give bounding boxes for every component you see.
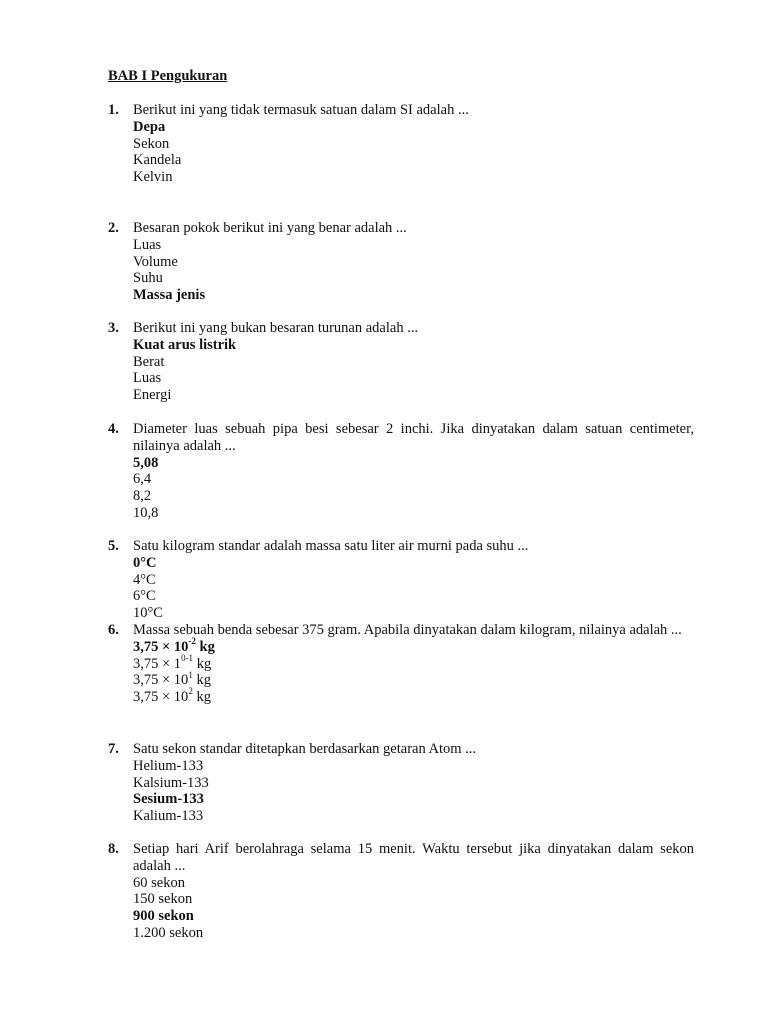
answer-option: Helium-133: [133, 757, 204, 774]
question-row: [108, 320, 694, 337]
question-5: [108, 538, 694, 622]
option-unit: kg: [193, 655, 212, 672]
question-6: [108, 622, 694, 706]
question-number: 1.: [108, 102, 119, 118]
answer-options: [133, 455, 694, 522]
option-unit: kg: [192, 689, 211, 706]
question-1: [108, 102, 694, 186]
answer-option: [133, 652, 694, 673]
question-row: [108, 220, 694, 237]
question-text: Massa sebuah benda sebesar 375 gram. Apabila dinyatakan dalam kilogram, nilainya adalah ...: [133, 622, 682, 638]
question-number: 6.: [108, 622, 119, 638]
answer-option: 60 sekon: [133, 874, 185, 891]
answer-option: Energi: [133, 387, 172, 404]
answer-option: 6°C: [133, 588, 156, 605]
question-number: 4.: [108, 421, 119, 437]
question-number: 2.: [108, 220, 119, 236]
answer-option-correct: 5,08: [133, 454, 159, 471]
answer-option-correct: 900 sekon: [133, 908, 194, 925]
question-text: Berikut ini yang tidak termasuk satuan dalam SI adalah ...: [133, 102, 469, 118]
option-base-text: 3,75 × 10: [133, 638, 189, 655]
option-base-text: 3,75 × 1: [133, 655, 182, 672]
option-exponent: 0-1: [181, 652, 194, 663]
answer-options: [133, 875, 694, 942]
answer-option-correct: Massa jenis: [133, 287, 206, 304]
answer-option-correct: Sesium-133: [133, 791, 204, 808]
question-row: [108, 841, 694, 875]
answer-option: 6,4: [133, 471, 152, 488]
option-unit: kg: [192, 672, 211, 689]
answer-options: [133, 119, 694, 186]
question-2: [108, 220, 694, 304]
option-exponent: 2: [188, 686, 193, 697]
answer-option: Kelvin: [133, 169, 173, 186]
question-text: Besaran pokok berikut ini yang benar adalah ...: [133, 220, 407, 236]
question-number: 3.: [108, 320, 119, 336]
question-row: [108, 102, 694, 119]
answer-option: Volume: [133, 253, 178, 270]
answer-option: Luas: [133, 370, 162, 387]
question-4: [108, 421, 694, 522]
question-7: [108, 741, 694, 825]
answer-option: Sekon: [133, 135, 170, 152]
question-3: [108, 320, 694, 404]
answer-options: [133, 237, 694, 304]
answer-option: 150 sekon: [133, 891, 193, 908]
answer-options: [133, 337, 694, 404]
answer-option: 10,8: [133, 504, 159, 521]
answer-option-correct: [133, 635, 694, 656]
answer-option-correct: Kuat arus listrik: [133, 336, 237, 353]
answer-options: [133, 758, 694, 825]
question-row: [108, 421, 694, 455]
option-exponent: 1: [188, 669, 193, 680]
answer-option: Berat: [133, 353, 165, 370]
option-base-text: 3,75 × 10: [133, 672, 189, 689]
option-base-text: 3,75 × 10: [133, 689, 189, 706]
question-8: [108, 841, 694, 942]
answer-options: [133, 635, 694, 706]
answer-option: Suhu: [133, 270, 163, 287]
answer-option: Kalsium-133: [133, 774, 209, 791]
answer-option: 1.200 sekon: [133, 924, 204, 941]
answer-option: 8,2: [133, 488, 152, 505]
answer-option-correct: 0°C: [133, 554, 157, 571]
answer-option: Kalium-133: [133, 808, 204, 825]
answer-option-correct: Depa: [133, 118, 166, 135]
question-text: Satu kilogram standar adalah massa satu liter air murni pada suhu ...: [133, 538, 529, 554]
question-text: Satu sekon standar ditetapkan berdasarkan getaran Atom ...: [133, 741, 477, 757]
answer-option: [133, 686, 694, 706]
answer-options: [133, 555, 694, 622]
question-text: Berikut ini yang bukan besaran turunan adalah ...: [133, 320, 419, 336]
question-text: Diameter luas sebuah pipa besi sebesar 2 inchi. Jika dinyatakan dalam satuan centimeter, nilainya adalah ...: [133, 421, 694, 454]
question-row: [108, 741, 694, 758]
chapter-title: BAB I Pengukuran: [108, 68, 228, 84]
option-exponent: -2: [188, 635, 196, 646]
question-text: Setiap hari Arif berolahraga selama 15 menit. Waktu tersebut jika dinyatakan dalam sekon adalah ...: [133, 841, 694, 874]
question-number: 8.: [108, 841, 119, 857]
question-number: 7.: [108, 741, 119, 757]
answer-option: 10°C: [133, 605, 163, 622]
question-row: [108, 538, 694, 555]
answer-option: Kandela: [133, 152, 182, 169]
question-number: 5.: [108, 538, 119, 554]
answer-option: Luas: [133, 236, 162, 253]
answer-option: 4°C: [133, 571, 156, 588]
option-unit: kg: [195, 638, 215, 655]
answer-option: [133, 669, 694, 689]
